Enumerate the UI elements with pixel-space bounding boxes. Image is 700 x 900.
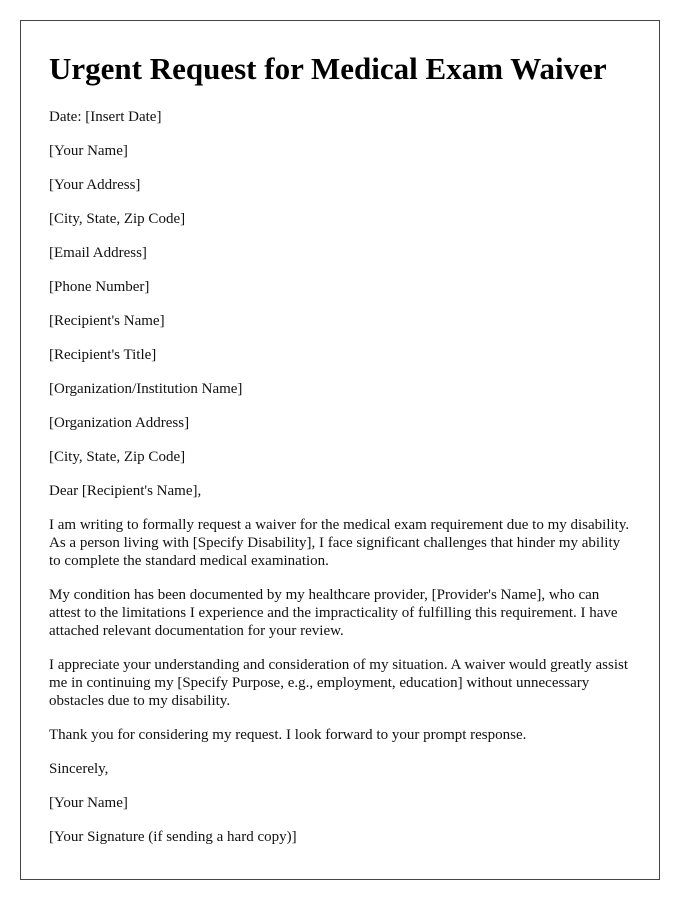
- sender-city-state-zip: [City, State, Zip Code]: [49, 211, 186, 227]
- salutation: Dear [Recipient's Name],: [49, 483, 202, 499]
- sender-phone: [Phone Number]: [49, 279, 150, 295]
- body-paragraph: I am writing to formally request a waiver for the medical exam requirement due to my disability. As a person living with [Specify Disability], I face significant challenges that hinder my ability to complete the standard medical examination.: [49, 517, 630, 569]
- letter-title: Urgent Request for Medical Exam Waiver: [49, 51, 607, 86]
- recipient-address: [Organization Address]: [49, 415, 190, 431]
- recipient-title: [Recipient's Title]: [49, 347, 157, 363]
- recipient-city-state-zip: [City, State, Zip Code]: [49, 449, 186, 465]
- signature-note: [Your Signature (if sending a hard copy)]: [49, 829, 297, 845]
- letter-body: [49, 108, 634, 862]
- closing: Sincerely,: [49, 761, 109, 777]
- signature-name: [Your Name]: [49, 795, 128, 811]
- sender-email: [Email Address]: [49, 245, 147, 261]
- recipient-organization: [Organization/Institution Name]: [49, 381, 243, 397]
- body-paragraph: My condition has been documented by my healthcare provider, [Provider's Name], who can attest to the limitations I experience and the impracticality of fulfilling this requirement. I have attached relevant documentation for your review.: [49, 587, 618, 639]
- recipient-name: [Recipient's Name]: [49, 313, 165, 329]
- body-paragraph: Thank you for considering my request. I look forward to your prompt response.: [49, 727, 527, 743]
- date-line: Date: [Insert Date]: [49, 109, 162, 125]
- letter-page: [20, 20, 660, 880]
- body-paragraph: I appreciate your understanding and consideration of my situation. A waiver would greatly assist me in continuing my [Specify Purpose, e.g., employment, education] without unnecessary obstacles due to my disability.: [49, 657, 629, 709]
- sender-name: [Your Name]: [49, 143, 128, 159]
- sender-address: [Your Address]: [49, 177, 141, 193]
